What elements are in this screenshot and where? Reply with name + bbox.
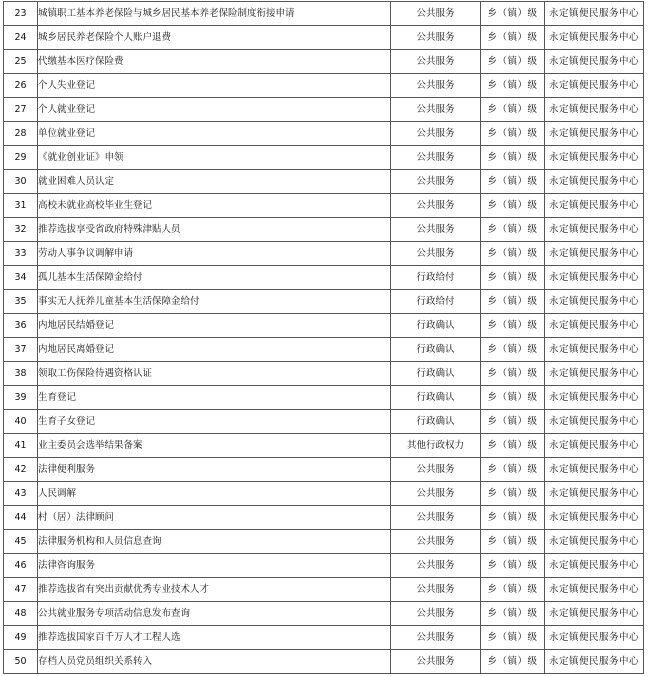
service-name-cell: 公共就业服务专项活动信息发布查询 (38, 602, 391, 626)
service-type-cell: 其他行政权力 (391, 434, 481, 458)
service-level-cell: 乡（镇）级 (481, 650, 545, 674)
service-name-cell: 存档人员党员组织关系转入 (38, 650, 391, 674)
service-name-cell: 推荐选拔省有突出贡献优秀专业技术人才 (38, 578, 391, 602)
row-number-cell: 50 (4, 650, 38, 674)
service-level-cell: 乡（镇）级 (481, 170, 545, 194)
row-number-cell: 47 (4, 578, 38, 602)
service-level-cell: 乡（镇）级 (481, 2, 545, 26)
service-level-cell: 乡（镇）级 (481, 386, 545, 410)
service-name-cell: 领取工伤保险待遇资格认证 (38, 362, 391, 386)
table-row (4, 74, 644, 98)
service-department-cell: 永定镇便民服务中心 (545, 2, 644, 26)
row-number-cell: 38 (4, 362, 38, 386)
service-type-cell: 公共服务 (391, 506, 481, 530)
service-name-cell: 单位就业登记 (38, 122, 391, 146)
service-type-cell: 公共服务 (391, 242, 481, 266)
row-number-cell: 40 (4, 410, 38, 434)
service-department-cell: 永定镇便民服务中心 (545, 146, 644, 170)
service-level-cell: 乡（镇）级 (481, 458, 545, 482)
table-row (4, 194, 644, 218)
service-department-cell: 永定镇便民服务中心 (545, 482, 644, 506)
row-number-cell: 44 (4, 506, 38, 530)
service-department-cell: 永定镇便民服务中心 (545, 266, 644, 290)
service-name-cell: 城镇职工基本养老保险与城乡居民基本养老保险制度衔接申请 (38, 2, 391, 26)
service-department-cell: 永定镇便民服务中心 (545, 290, 644, 314)
row-number-cell: 27 (4, 98, 38, 122)
row-number-cell: 24 (4, 26, 38, 50)
service-name-cell: 劳动人事争议调解申请 (38, 242, 391, 266)
service-type-cell: 公共服务 (391, 122, 481, 146)
service-department-cell: 永定镇便民服务中心 (545, 554, 644, 578)
service-type-cell: 公共服务 (391, 218, 481, 242)
table-row (4, 338, 644, 362)
service-type-cell: 公共服务 (391, 458, 481, 482)
service-type-cell: 公共服务 (391, 554, 481, 578)
service-department-cell: 永定镇便民服务中心 (545, 314, 644, 338)
service-level-cell: 乡（镇）级 (481, 554, 545, 578)
table-row (4, 146, 644, 170)
table-row (4, 554, 644, 578)
service-department-cell: 永定镇便民服务中心 (545, 74, 644, 98)
service-level-cell: 乡（镇）级 (481, 146, 545, 170)
service-name-cell: 《就业创业证》申领 (38, 146, 391, 170)
service-level-cell: 乡（镇）级 (481, 74, 545, 98)
service-level-cell: 乡（镇）级 (481, 626, 545, 650)
service-level-cell: 乡（镇）级 (481, 50, 545, 74)
row-number-cell: 35 (4, 290, 38, 314)
service-type-cell: 行政确认 (391, 410, 481, 434)
service-department-cell: 永定镇便民服务中心 (545, 386, 644, 410)
table-row (4, 242, 644, 266)
service-level-cell: 乡（镇）级 (481, 242, 545, 266)
service-department-cell: 永定镇便民服务中心 (545, 26, 644, 50)
table-row (4, 362, 644, 386)
service-department-cell: 永定镇便民服务中心 (545, 338, 644, 362)
service-type-cell: 公共服务 (391, 578, 481, 602)
service-department-cell: 永定镇便民服务中心 (545, 434, 644, 458)
service-department-cell: 永定镇便民服务中心 (545, 506, 644, 530)
row-number-cell: 32 (4, 218, 38, 242)
table-row (4, 626, 644, 650)
service-name-cell: 推荐选拔享受省政府特殊津贴人员 (38, 218, 391, 242)
table-row (4, 98, 644, 122)
table-row (4, 170, 644, 194)
row-number-cell: 48 (4, 602, 38, 626)
table-row (4, 266, 644, 290)
service-items-table (3, 1, 644, 674)
service-department-cell: 永定镇便民服务中心 (545, 170, 644, 194)
service-name-cell: 法律便利服务 (38, 458, 391, 482)
service-name-cell: 就业困难人员认定 (38, 170, 391, 194)
service-department-cell: 永定镇便民服务中心 (545, 626, 644, 650)
table-row (4, 314, 644, 338)
row-number-cell: 46 (4, 554, 38, 578)
row-number-cell: 28 (4, 122, 38, 146)
service-type-cell: 公共服务 (391, 626, 481, 650)
row-number-cell: 49 (4, 626, 38, 650)
row-number-cell: 26 (4, 74, 38, 98)
row-number-cell: 36 (4, 314, 38, 338)
table-row (4, 218, 644, 242)
row-number-cell: 39 (4, 386, 38, 410)
service-type-cell: 公共服务 (391, 146, 481, 170)
service-name-cell: 高校未就业高校毕业生登记 (38, 194, 391, 218)
row-number-cell: 43 (4, 482, 38, 506)
row-number-cell: 30 (4, 170, 38, 194)
row-number-cell: 23 (4, 2, 38, 26)
service-type-cell: 行政确认 (391, 386, 481, 410)
service-department-cell: 永定镇便民服务中心 (545, 218, 644, 242)
table-row (4, 386, 644, 410)
service-name-cell: 生育登记 (38, 386, 391, 410)
table-row (4, 578, 644, 602)
table-row (4, 458, 644, 482)
service-type-cell: 行政给付 (391, 290, 481, 314)
table-row (4, 2, 644, 26)
service-level-cell: 乡（镇）级 (481, 98, 545, 122)
service-type-cell: 公共服务 (391, 50, 481, 74)
service-type-cell: 公共服务 (391, 194, 481, 218)
service-name-cell: 城乡居民养老保险个人账户退费 (38, 26, 391, 50)
table-row (4, 290, 644, 314)
service-level-cell: 乡（镇）级 (481, 290, 545, 314)
service-level-cell: 乡（镇）级 (481, 506, 545, 530)
service-type-cell: 公共服务 (391, 482, 481, 506)
service-department-cell: 永定镇便民服务中心 (545, 362, 644, 386)
service-name-cell: 内地居民结婚登记 (38, 314, 391, 338)
service-name-cell: 个人就业登记 (38, 98, 391, 122)
service-level-cell: 乡（镇）级 (481, 362, 545, 386)
service-level-cell: 乡（镇）级 (481, 338, 545, 362)
service-level-cell: 乡（镇）级 (481, 434, 545, 458)
table-row (4, 26, 644, 50)
service-department-cell: 永定镇便民服务中心 (545, 194, 644, 218)
service-department-cell: 永定镇便民服务中心 (545, 410, 644, 434)
table-row (4, 410, 644, 434)
service-name-cell: 人民调解 (38, 482, 391, 506)
row-number-cell: 37 (4, 338, 38, 362)
service-department-cell: 永定镇便民服务中心 (545, 602, 644, 626)
service-name-cell: 代缴基本医疗保险费 (38, 50, 391, 74)
service-name-cell: 个人失业登记 (38, 74, 391, 98)
service-level-cell: 乡（镇）级 (481, 530, 545, 554)
service-level-cell: 乡（镇）级 (481, 314, 545, 338)
table-row (4, 650, 644, 674)
service-level-cell: 乡（镇）级 (481, 602, 545, 626)
service-name-cell: 内地居民离婚登记 (38, 338, 391, 362)
service-department-cell: 永定镇便民服务中心 (545, 98, 644, 122)
row-number-cell: 29 (4, 146, 38, 170)
service-department-cell: 永定镇便民服务中心 (545, 242, 644, 266)
service-name-cell: 村（居）法律顾问 (38, 506, 391, 530)
table-row (4, 506, 644, 530)
service-type-cell: 行政给付 (391, 266, 481, 290)
service-name-cell: 法律服务机构和人员信息查询 (38, 530, 391, 554)
service-name-cell: 推荐选拔国家百千万人才工程人选 (38, 626, 391, 650)
service-type-cell: 公共服务 (391, 170, 481, 194)
row-number-cell: 34 (4, 266, 38, 290)
service-type-cell: 公共服务 (391, 74, 481, 98)
service-type-cell: 公共服务 (391, 98, 481, 122)
service-name-cell: 业主委员会选举结果备案 (38, 434, 391, 458)
service-type-cell: 行政确认 (391, 338, 481, 362)
service-department-cell: 永定镇便民服务中心 (545, 530, 644, 554)
row-number-cell: 45 (4, 530, 38, 554)
service-level-cell: 乡（镇）级 (481, 218, 545, 242)
service-level-cell: 乡（镇）级 (481, 410, 545, 434)
service-type-cell: 公共服务 (391, 650, 481, 674)
service-name-cell: 生育子女登记 (38, 410, 391, 434)
row-number-cell: 33 (4, 242, 38, 266)
service-level-cell: 乡（镇）级 (481, 194, 545, 218)
service-type-cell: 公共服务 (391, 602, 481, 626)
service-type-cell: 行政确认 (391, 314, 481, 338)
service-level-cell: 乡（镇）级 (481, 482, 545, 506)
row-number-cell: 42 (4, 458, 38, 482)
service-type-cell: 公共服务 (391, 26, 481, 50)
table-row (4, 122, 644, 146)
row-number-cell: 31 (4, 194, 38, 218)
service-type-cell: 行政确认 (391, 362, 481, 386)
service-department-cell: 永定镇便民服务中心 (545, 650, 644, 674)
service-level-cell: 乡（镇）级 (481, 578, 545, 602)
service-type-cell: 公共服务 (391, 530, 481, 554)
row-number-cell: 25 (4, 50, 38, 74)
service-name-cell: 孤儿基本生活保障金给付 (38, 266, 391, 290)
table-row (4, 530, 644, 554)
table-body (4, 2, 644, 674)
service-level-cell: 乡（镇）级 (481, 26, 545, 50)
service-department-cell: 永定镇便民服务中心 (545, 122, 644, 146)
service-level-cell: 乡（镇）级 (481, 266, 545, 290)
service-department-cell: 永定镇便民服务中心 (545, 50, 644, 74)
service-department-cell: 永定镇便民服务中心 (545, 458, 644, 482)
service-name-cell: 法律咨询服务 (38, 554, 391, 578)
service-name-cell: 事实无人抚养儿童基本生活保障金给付 (38, 290, 391, 314)
table-row (4, 50, 644, 74)
table-row (4, 602, 644, 626)
service-type-cell: 公共服务 (391, 2, 481, 26)
table-row (4, 482, 644, 506)
table-row (4, 434, 644, 458)
service-level-cell: 乡（镇）级 (481, 122, 545, 146)
row-number-cell: 41 (4, 434, 38, 458)
service-department-cell: 永定镇便民服务中心 (545, 578, 644, 602)
